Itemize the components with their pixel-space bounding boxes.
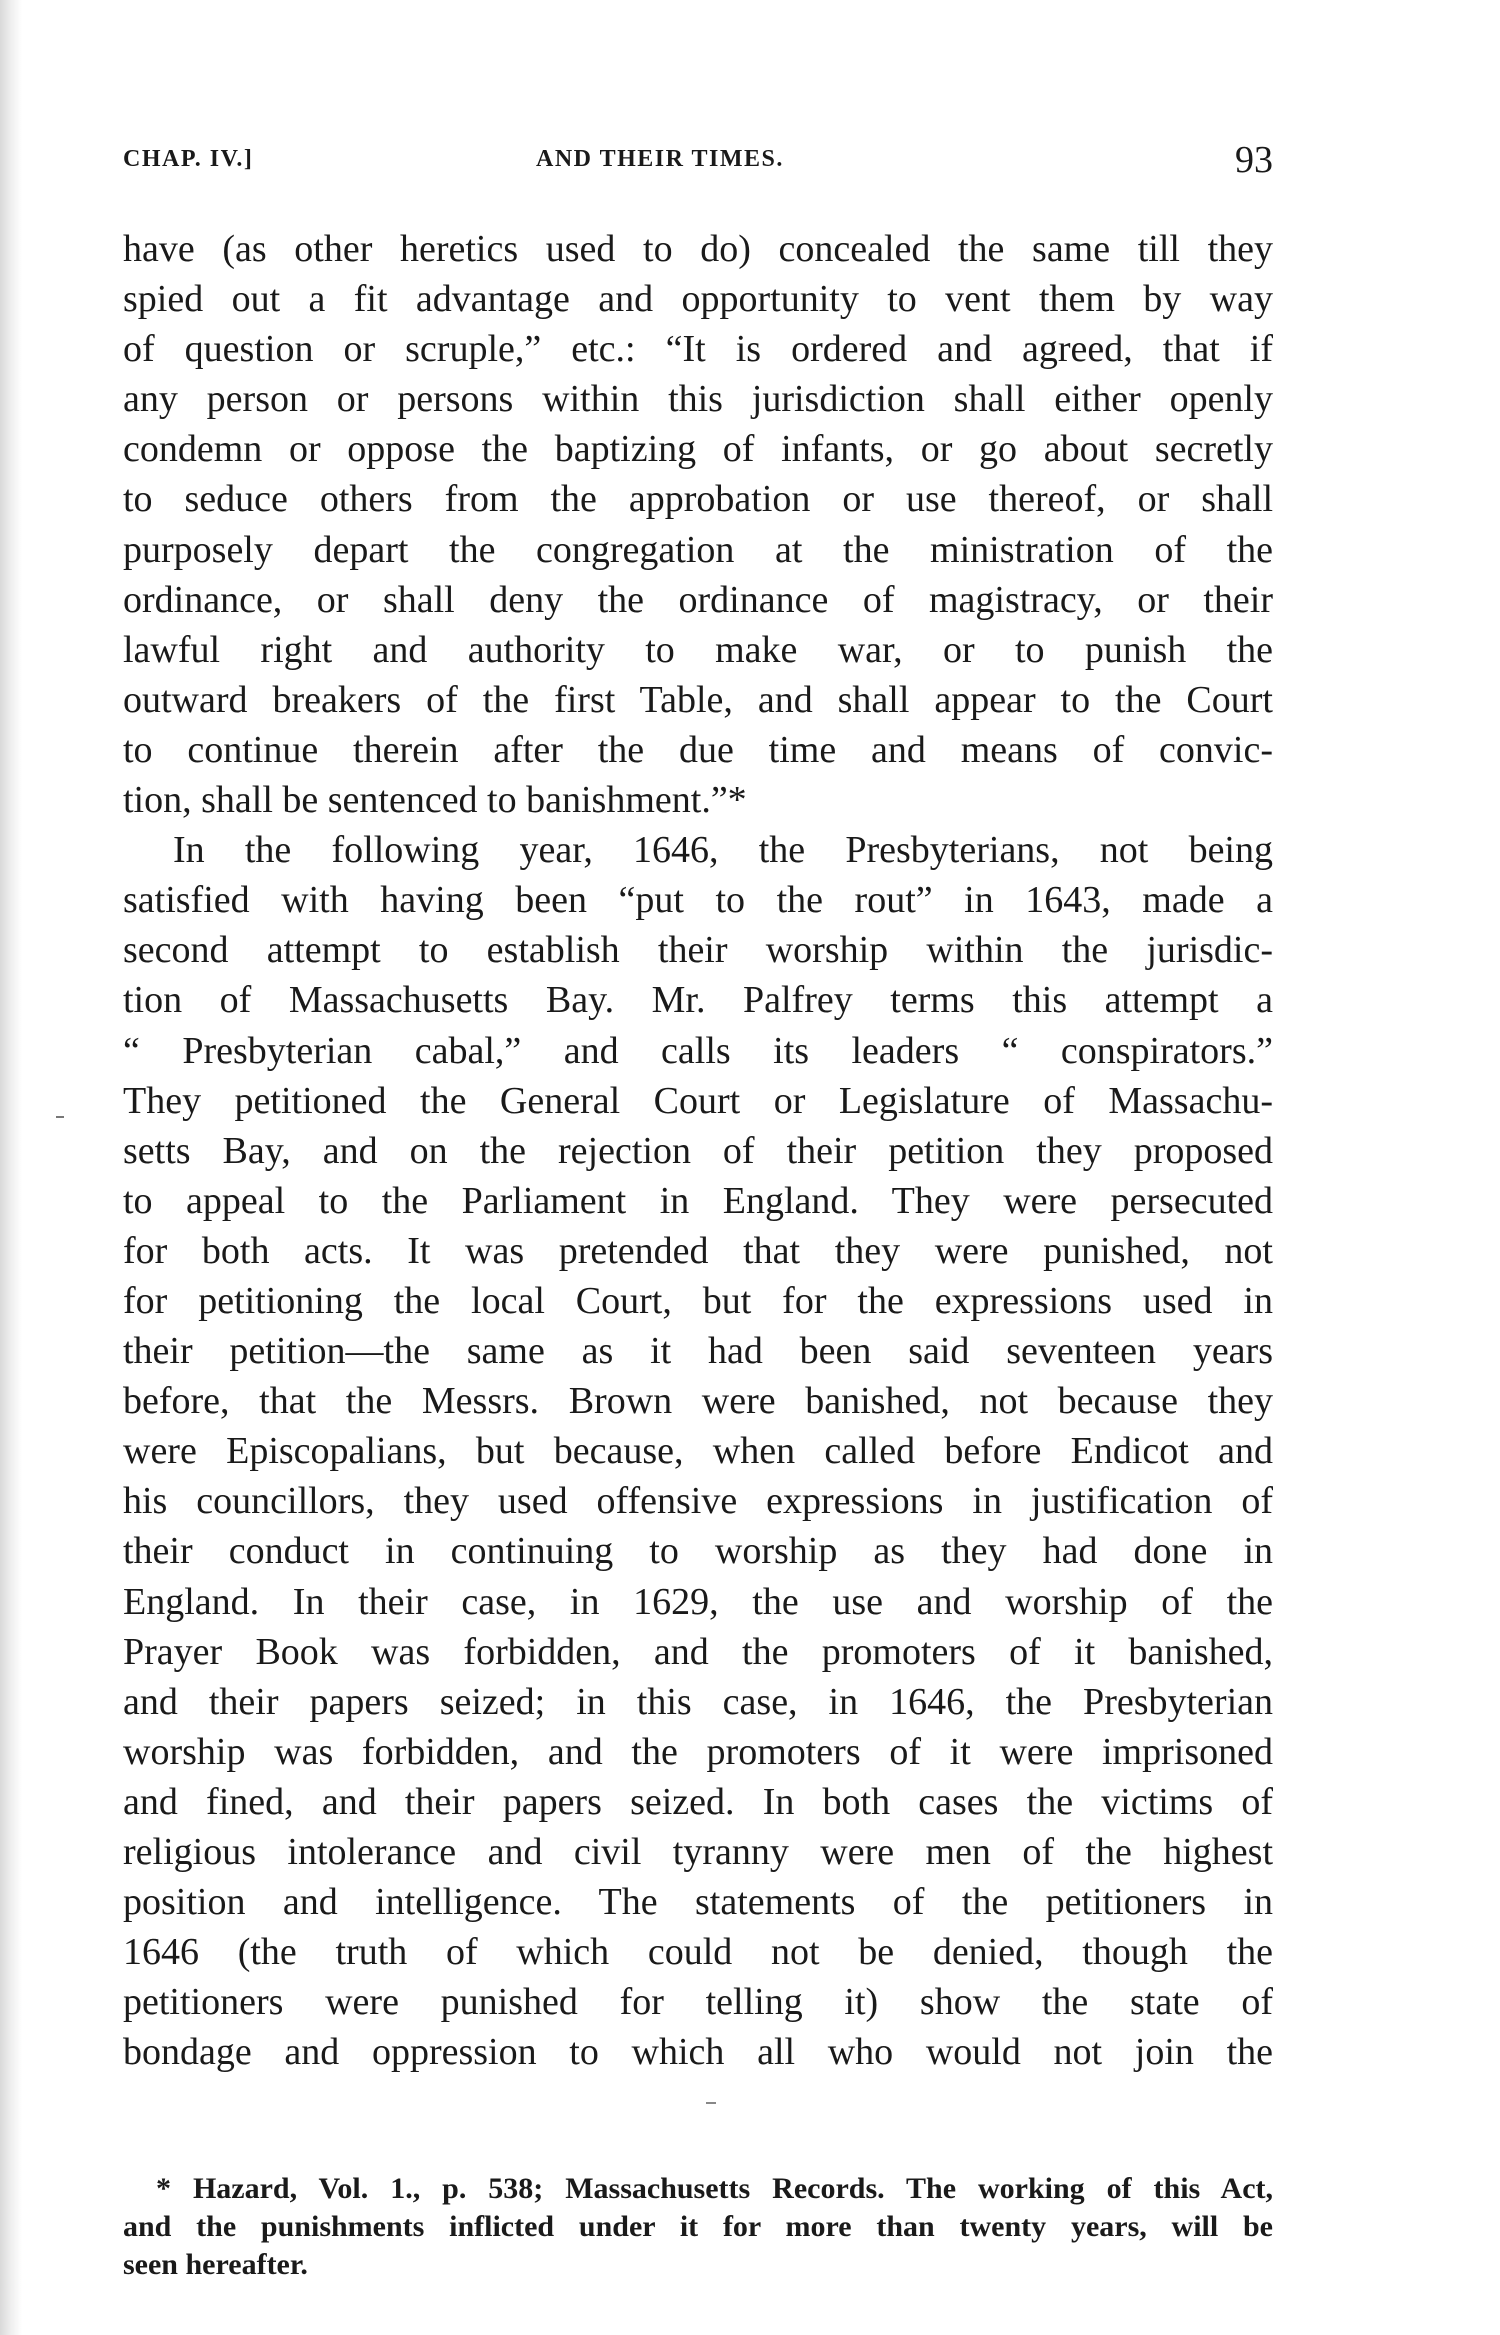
text-line: condemn or oppose the baptizing of infants, or go about secretly (123, 428, 1273, 471)
text-line: have (as other heretics used to do) concealed the same till they (123, 228, 1273, 270)
text-line: and fined, and their papers seized. In both cases the victims of (123, 1780, 1273, 1823)
text-line: their petition—the same as it had been said seventeen years (123, 1330, 1273, 1373)
page-number: 93 (1235, 139, 1273, 181)
body-text (123, 224, 1273, 2077)
text-line: their conduct in continuing to worship as they had done in (123, 1530, 1273, 1573)
text-line: were Episcopalians, but because, when called before Endicot and (123, 1430, 1273, 1473)
text-line: any person or persons within this jurisdiction shall either openly (123, 378, 1273, 421)
text-line: worship was forbidden, and the promoters of it were imprisoned (123, 1730, 1273, 1773)
text-line: tion, shall be sentenced to banishment.”* (123, 779, 747, 822)
text-line: to seduce others from the approbation or use thereof, or shall (123, 478, 1273, 521)
running-title: AND THEIR TIMES. (536, 146, 784, 172)
text-line: In the following year, 1646, the Presbyterians, not being (173, 829, 1273, 872)
text-line: to continue therein after the due time and means of convic- (123, 728, 1273, 771)
text-line: England. In their case, in 1629, the use and worship of the (123, 1580, 1273, 1623)
text-line: purposely depart the congregation at the ministration of the (123, 528, 1273, 571)
text-line: spied out a fit advantage and opportunity to vent them by way (123, 278, 1273, 321)
text-line: religious intolerance and civil tyranny were men of the highest (123, 1831, 1273, 1873)
footnote-separator (706, 2102, 716, 2104)
text-line: setts Bay, and on the rejection of their petition they proposed (123, 1129, 1273, 1172)
text-line: bondage and oppression to which all who would not join the (123, 2031, 1273, 2074)
text-line: Prayer Book was forbidden, and the promoters of it banished, (123, 1630, 1273, 1673)
text-line: before, that the Messrs. Brown were banished, not because they (123, 1380, 1273, 1423)
footnote-line: and the punishments inflicted under it for more than twenty years, will be (123, 2210, 1273, 2243)
text-line: to appeal to the Parliament in England. They were persecuted (123, 1179, 1273, 1222)
page-edge-shadow (0, 0, 22, 2335)
text-line: satisfied with having been “put to the rout” in 1643, made a (123, 879, 1273, 922)
footnote (123, 2170, 1273, 2284)
text-line: tion of Massachusetts Bay. Mr. Palfrey terms this attempt a (123, 979, 1273, 1022)
text-line: position and intelligence. The statements of the petitioners in (123, 1881, 1273, 1924)
text-line: lawful right and authority to make war, or to punish the (123, 628, 1273, 671)
text-line: 1646 (the truth of which could not be denied, though the (123, 1931, 1273, 1974)
chapter-label: CHAP. IV.] (123, 146, 254, 172)
text-line: second attempt to establish their worship within the jurisdic- (123, 929, 1273, 972)
text-line: “ Presbyterian cabal,” and calls its leaders “ conspirators.” (123, 1029, 1273, 1072)
text-line: for both acts. It was pretended that they were punished, not (123, 1229, 1273, 1272)
footnote-line: seen hereafter. (123, 2248, 308, 2281)
running-header (123, 140, 1273, 180)
text-line: for petitioning the local Court, but for the expressions used in (123, 1279, 1273, 1322)
text-line: his councillors, they used offensive expressions in justification of (123, 1480, 1273, 1523)
text-line: They petitioned the General Court or Legislature of Massachu- (123, 1079, 1273, 1122)
text-line: petitioners were punished for telling it) show the state of (123, 1981, 1273, 2024)
text-line: ordinance, or shall deny the ordinance of magistracy, or their (123, 578, 1273, 621)
text-line: of question or scruple,” etc.: “It is ordered and agreed, that if (123, 328, 1273, 371)
footnote-line: * Hazard, Vol. 1., p. 538; Massachusetts Records. The working of this Act, (156, 2172, 1273, 2205)
text-line: outward breakers of the first Table, and shall appear to the Court (123, 678, 1273, 721)
margin-mark (56, 1116, 64, 1118)
text-line: and their papers seized; in this case, in 1646, the Presbyterian (123, 1680, 1273, 1723)
